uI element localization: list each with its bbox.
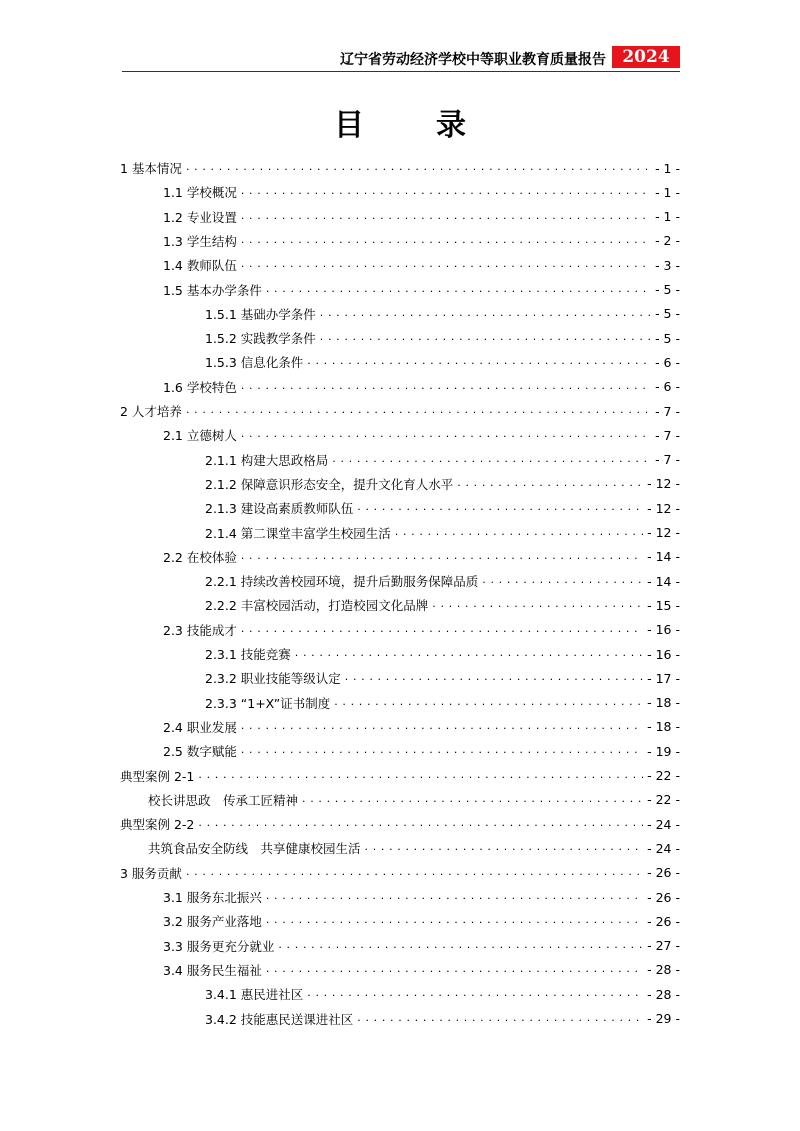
toc-entry-page: - 1 - [655, 209, 680, 225]
toc-entry-title: 2.4 职业发展 [163, 719, 237, 735]
page-header [122, 46, 680, 70]
toc-entry[interactable] [205, 328, 680, 348]
toc-entry-page: - 15 - [647, 597, 680, 613]
toc-entry[interactable] [163, 255, 680, 275]
toc-entry-title: 1.1 学校概况 [163, 185, 237, 201]
toc-entry[interactable] [205, 668, 680, 688]
toc-entry[interactable] [163, 911, 680, 931]
toc-entry-page: - 12 - [647, 525, 680, 540]
toc-entry[interactable] [120, 158, 680, 178]
toc-entry-page: - 28 - [647, 962, 680, 978]
toc-dot-leader [320, 304, 651, 324]
toc-entry-page: - 7 - [655, 452, 680, 468]
toc-dot-leader [241, 377, 651, 397]
toc-dot-leader [198, 766, 643, 786]
toc-entry-page: - 14 - [647, 549, 680, 565]
toc-dot-leader [186, 863, 643, 883]
toc-dot-leader [186, 158, 651, 178]
toc-entry-page: - 18 - [647, 695, 680, 711]
toc-entry[interactable] [120, 863, 680, 883]
toc-entry[interactable] [163, 960, 680, 980]
toc-entry[interactable] [205, 523, 680, 543]
toc-dot-leader [266, 280, 651, 300]
header-year-badge: 2024 [612, 46, 680, 68]
toc-entry-title: 2.5 数字赋能 [163, 744, 237, 760]
toc-entry[interactable] [163, 741, 680, 761]
toc-entry-page: - 22 - [647, 768, 680, 783]
toc-dot-leader [241, 547, 643, 567]
toc-entry-page: - 18 - [647, 719, 680, 735]
toc-dot-leader [457, 474, 643, 494]
toc-dot-leader [320, 328, 651, 348]
toc-entry-title: 1.5 基本办学条件 [163, 282, 262, 298]
toc-entry[interactable] [205, 498, 680, 518]
toc-entry[interactable] [163, 231, 680, 251]
toc-entry-title: 2.1.1 构建大思政格局 [205, 452, 329, 468]
toc-entry-title: 2.2 在校体验 [163, 549, 237, 565]
toc-entry-page: - 22 - [647, 792, 680, 808]
toc-dot-leader [302, 790, 643, 810]
toc-dot-leader [395, 523, 643, 543]
header-divider [122, 71, 680, 72]
toc-entry[interactable] [120, 766, 680, 786]
toc-entry[interactable] [163, 887, 680, 907]
toc-dot-leader [241, 207, 651, 227]
toc-entry-title: 2.3 技能成才 [163, 622, 237, 638]
toc-entry[interactable] [205, 595, 680, 615]
toc-entry-page: - 28 - [647, 986, 680, 1002]
toc-dot-leader [241, 741, 643, 761]
toc-entry-page: - 6 - [655, 379, 680, 395]
toc-entry[interactable] [205, 474, 680, 494]
toc-entry-page: - 26 - [647, 889, 680, 905]
toc-entry-page: - 7 - [655, 427, 680, 443]
toc-entry-page: - 3 - [655, 257, 680, 273]
toc-entry[interactable] [163, 620, 680, 640]
toc-entry-title: 典型案例 2-2 [120, 817, 195, 833]
toc-dot-leader [186, 401, 651, 421]
toc-entry-title: 典型案例 2-1 [120, 768, 195, 784]
toc-entry-title: 校长讲思政 传承工匠精神 [148, 792, 299, 808]
toc-entry-title: 3.4.2 技能惠民送课进社区 [205, 1011, 354, 1027]
toc-entry[interactable] [205, 571, 680, 591]
toc-entry[interactable] [163, 182, 680, 202]
toc-entry-page: - 16 - [647, 646, 680, 662]
toc-dot-leader [307, 352, 651, 372]
toc-entry-page: - 26 - [647, 913, 680, 929]
toc-entry[interactable] [205, 304, 680, 324]
toc-entry-page: - 1 - [655, 160, 680, 176]
toc-entry-page: - 5 - [655, 282, 680, 297]
toc-entry-title: 1.2 专业设置 [163, 209, 237, 225]
toc-entry-title: 2.1.2 保障意识形态安全，提升文化育人水平 [205, 476, 454, 492]
toc-entry-page: - 2 - [655, 233, 680, 249]
toc-entry-page: - 24 - [647, 840, 680, 856]
toc-dot-leader [198, 814, 643, 834]
toc-entry-title: 1.5.3 信息化条件 [205, 355, 304, 371]
toc-entry[interactable] [205, 450, 680, 470]
toc-entry-page: - 12 - [647, 500, 680, 516]
toc-dot-leader [266, 911, 643, 931]
toc-entry-title: 2.1 立德树人 [163, 428, 237, 444]
toc-entry-title: 3.2 服务产业落地 [163, 914, 262, 930]
toc-entry-title: 2 人才培养 [120, 404, 182, 419]
toc-dot-leader [241, 620, 643, 640]
toc-dot-leader [241, 231, 651, 251]
toc-dot-leader [241, 425, 651, 445]
toc-entry[interactable] [205, 984, 680, 1004]
toc-dot-leader [357, 498, 643, 518]
toc-dot-leader [345, 668, 643, 688]
toc-entry-page: - 17 - [647, 670, 680, 686]
toc-entry[interactable] [163, 207, 680, 227]
toc-entry-title: 3.4.1 惠民进社区 [205, 987, 304, 1003]
toc-dot-leader [278, 936, 643, 956]
toc-entry-title: 1.5.1 基础办学条件 [205, 306, 316, 322]
toc-entry-page: - 19 - [647, 743, 680, 759]
toc-dot-leader [482, 571, 643, 591]
toc-entry-page: - 14 - [647, 573, 680, 589]
toc-entry-page: - 7 - [655, 403, 680, 419]
toc-dot-leader [266, 960, 643, 980]
toc-dot-leader [357, 1009, 643, 1029]
page-title: 目录 [334, 108, 538, 143]
toc-entry[interactable] [205, 693, 680, 713]
toc-entry-title: 2.3.2 职业技能等级认定 [205, 671, 341, 687]
toc-entry[interactable] [120, 814, 680, 834]
toc-entry[interactable] [163, 425, 680, 445]
toc-dot-leader [334, 693, 643, 713]
toc-entry[interactable] [205, 644, 680, 664]
toc-entry-title: 2.1.4 第二课堂丰富学生校园生活 [205, 525, 391, 541]
toc-entry-title: 2.2.2 丰富校园活动，打造校园文化品牌 [205, 598, 429, 614]
toc-entry-title: 1.3 学生结构 [163, 233, 237, 249]
toc-entry-title: 1.4 教师队伍 [163, 258, 237, 274]
toc-entry-page: - 27 - [647, 938, 680, 954]
header-title: 辽宁省劳动经济学校中等职业教育质量报告 [340, 52, 606, 68]
toc-entry-title: 2.3.3 “1+X”证书制度 [205, 695, 331, 711]
toc-dot-leader [241, 255, 651, 275]
toc-entry-page: - 5 - [655, 330, 680, 346]
toc-entry[interactable] [163, 547, 680, 567]
toc-entry-title: 3 服务贡献 [120, 865, 182, 881]
toc-entry-page: - 12 - [647, 476, 680, 492]
toc-entry-title: 3.3 服务更充分就业 [163, 938, 275, 954]
toc-entry[interactable] [205, 352, 680, 372]
toc-entry-page: - 24 - [647, 816, 680, 832]
toc-entry-page: - 5 - [655, 306, 680, 322]
toc-entry-title: 1 基本情况 [120, 161, 182, 176]
toc-dot-leader [295, 644, 643, 664]
toc-entry-title: 2.3.1 技能竞赛 [205, 647, 291, 662]
toc-entry-title: 3.1 服务东北振兴 [163, 890, 262, 905]
toc-entry-page: - 16 - [647, 622, 680, 638]
toc-entry[interactable] [148, 838, 680, 858]
toc-entry-title: 共筑食品安全防线 共享健康校园生活 [148, 841, 361, 857]
toc-entry[interactable] [163, 377, 680, 397]
toc-dot-leader [365, 838, 644, 858]
toc-dot-leader [241, 717, 643, 737]
toc-entry-title: 3.4 服务民生福祉 [163, 962, 262, 978]
toc-entry[interactable] [120, 401, 680, 421]
toc-dot-leader [332, 450, 651, 470]
toc-entry[interactable] [163, 717, 680, 737]
toc-dot-leader [307, 984, 643, 1004]
toc-entry-page: - 1 - [655, 184, 680, 200]
toc-entry-page: - 26 - [647, 865, 680, 881]
toc-dot-leader [266, 887, 643, 907]
toc-entry[interactable] [163, 936, 680, 956]
toc-dot-leader [432, 595, 643, 615]
toc-entry-title: 2.2.1 持续改善校园环境，提升后勤服务保障品质 [205, 574, 479, 590]
toc-entry-title: 1.5.2 实践教学条件 [205, 331, 316, 347]
toc-entry-page: - 29 - [647, 1011, 680, 1026]
toc-entry[interactable] [205, 1009, 680, 1029]
toc-dot-leader [241, 182, 651, 202]
toc-entry[interactable] [148, 790, 680, 810]
toc-entry[interactable] [163, 280, 680, 300]
toc-entry-title: 2.1.3 建设高素质教师队伍 [205, 501, 354, 517]
toc-entry-title: 1.6 学校特色 [163, 379, 237, 395]
toc-entry-page: - 6 - [655, 354, 680, 370]
